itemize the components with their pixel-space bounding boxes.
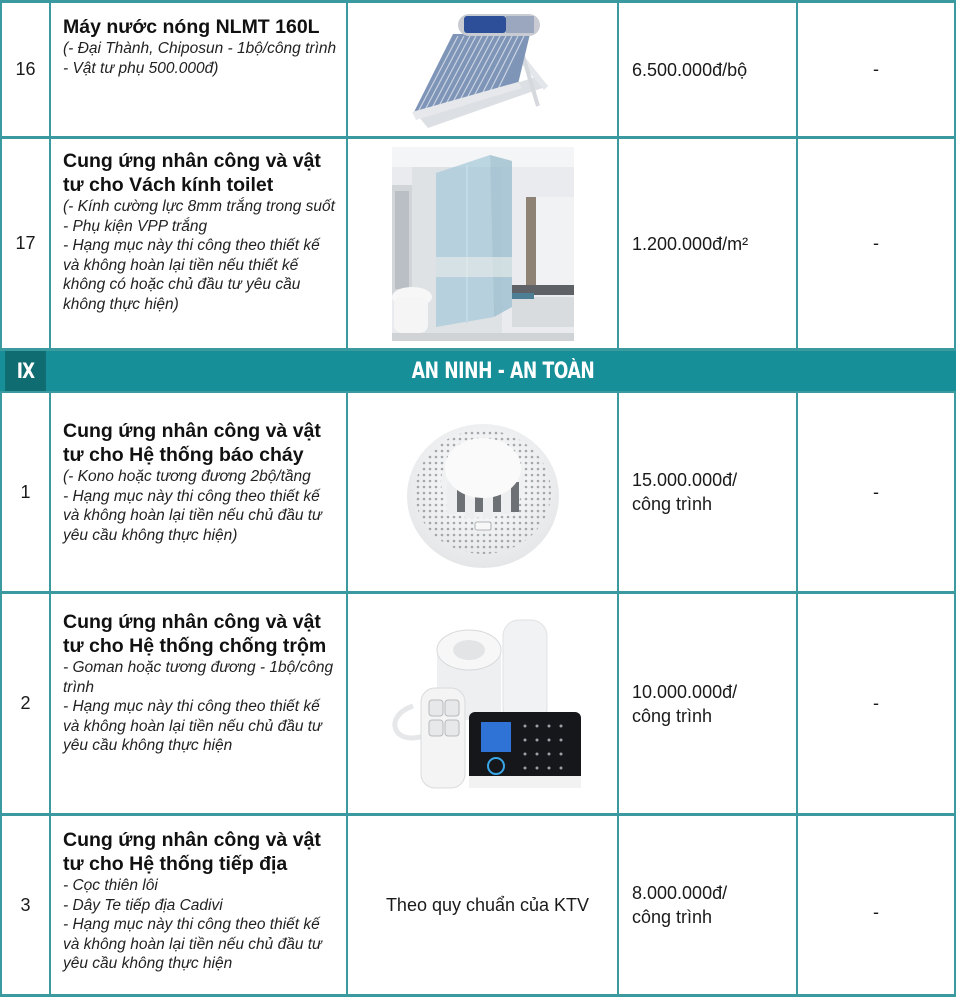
item-image-cell — [348, 139, 619, 351]
table-row — [0, 3, 956, 139]
glass-shower-partition-image — [392, 147, 574, 341]
section-title — [51, 351, 956, 391]
row-number: 2 — [0, 594, 51, 816]
table-row — [0, 393, 956, 594]
item-note: - — [798, 139, 956, 351]
item-detail: - Cọc thiên lôi — [63, 877, 158, 894]
item-note: - — [798, 3, 956, 139]
item-title: Cung ứng nhân công và vật tư cho Hệ thống chống trộm — [63, 611, 327, 657]
item-description — [51, 594, 348, 816]
price-line: công trình — [632, 494, 713, 514]
item-description — [51, 139, 348, 351]
item-detail: - Hạng mục này thi công theo thiết kế và không hoàn lại tiền nếu chủ đầu tư yêu cầu không thực hiện) — [63, 487, 322, 544]
item-detail: - Goman hoặc tương đương - 1bộ/công trình — [63, 659, 334, 696]
row-number: 1 — [0, 393, 51, 594]
item-detail: - Hạng mục này thi công theo thiết kế và không hoàn lại tiền nếu chủ đầu tư yêu cầu không thực hiện — [63, 698, 322, 754]
row-number: 3 — [0, 816, 51, 997]
item-description — [51, 3, 348, 139]
item-image-cell — [348, 3, 619, 139]
row-number: 16 — [0, 3, 51, 139]
price-line: công trình — [632, 705, 713, 726]
item-price — [619, 393, 798, 594]
item-price — [619, 816, 798, 997]
item-title: Máy nước nóng NLMT 160L — [63, 16, 320, 38]
item-detail: (- Kính cường lực 8mm trắng trong suốt — [63, 198, 335, 215]
item-title: Cung ứng nhân công và vật tư cho Hệ thống báo cháy — [63, 420, 321, 466]
item-title: Cung ứng nhân công và vật tư cho Hệ thống tiếp địa — [63, 829, 321, 875]
table-row — [0, 139, 956, 351]
item-detail: - Vật tư phụ 500.000đ) — [63, 59, 219, 77]
section-code: IX — [5, 351, 46, 391]
burglar-alarm-kit-image — [383, 616, 583, 792]
item-price: 6.500.000đ/bộ — [619, 3, 798, 139]
price-line: 15.000.000đ/ — [632, 470, 738, 490]
item-note: - — [798, 393, 956, 594]
item-detail: (- Kono hoặc tương đương 2bộ/tầng — [63, 468, 311, 485]
section-header — [0, 351, 956, 391]
price-line: 10.000.000đ/ — [632, 681, 738, 702]
table-row — [0, 816, 956, 997]
item-detail: (- Đại Thành, Chiposun - 1bộ/công trình — [63, 40, 337, 57]
item-title: Cung ứng nhân công và vật tư cho Vách kính toilet — [63, 150, 321, 196]
item-price: 1.200.000đ/m² — [619, 139, 798, 351]
price-line: công trình — [632, 907, 713, 927]
item-note: - — [798, 816, 956, 997]
section-title-text: AN NINH - AN TOÀN — [412, 358, 595, 384]
price-line: 8.000.000đ/ — [632, 883, 728, 903]
item-note: - — [798, 594, 956, 816]
item-detail: - Hạng mục này thi công theo thiết kế và không hoàn lại tiền nếu thiết kế không có hoặc chủ đầu tư yêu cầu không thực hiện) — [63, 237, 320, 313]
item-detail: - Hạng mục này thi công theo thiết kế và không hoàn lại tiền nếu chủ đầu tư yêu cầu không thực hiện — [63, 916, 322, 972]
item-detail: - Phụ kiện VPP trắng — [63, 217, 208, 235]
smoke-detector-image — [403, 412, 563, 572]
item-description — [51, 393, 348, 594]
item-detail: - Dây Te tiếp địa Cadivi — [63, 896, 223, 914]
item-image-cell — [348, 393, 619, 594]
item-description — [51, 816, 348, 997]
solar-water-heater-image — [398, 6, 568, 134]
table-row — [0, 594, 956, 816]
item-spec: Theo quy chuẩn của KTV — [348, 816, 619, 997]
item-price — [619, 594, 798, 816]
row-number: 17 — [0, 139, 51, 351]
item-image-cell — [348, 594, 619, 816]
